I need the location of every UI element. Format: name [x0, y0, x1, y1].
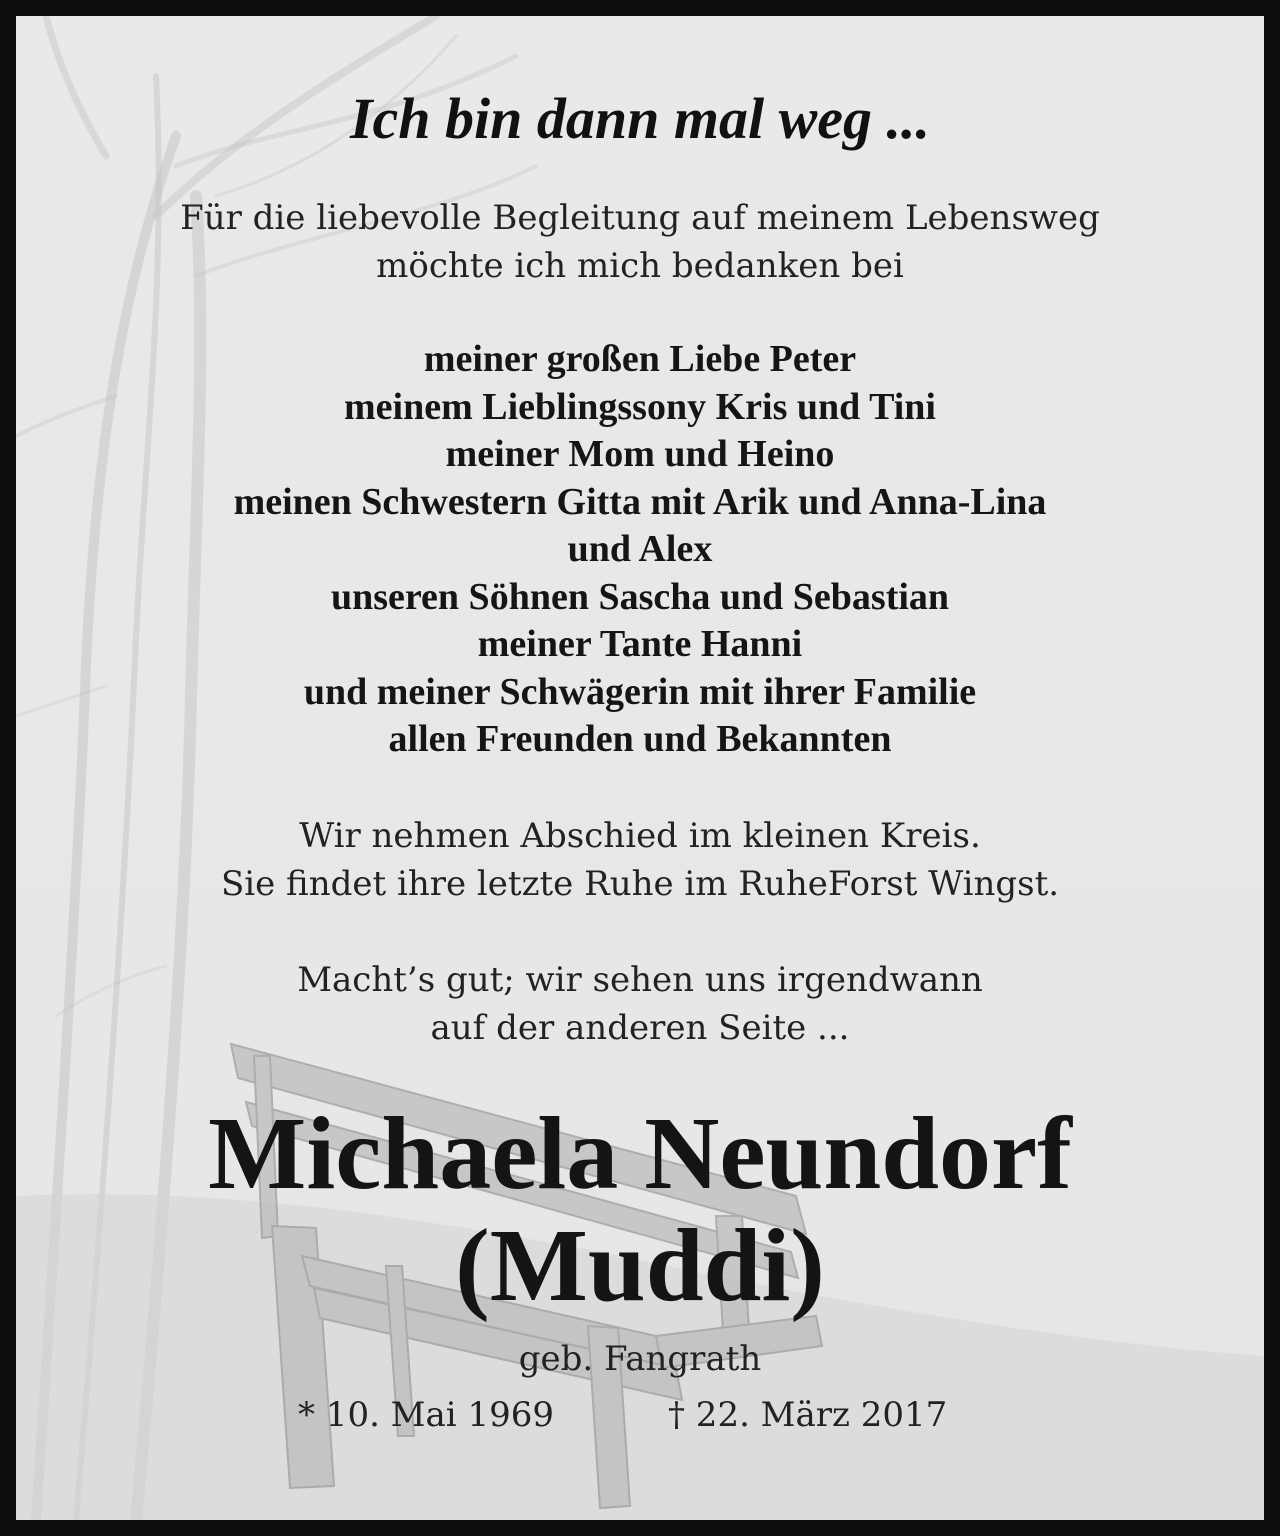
headline: Ich bin dann mal weg ... — [349, 86, 931, 151]
thanks-line: unseren Söhnen Sascha und Sebastian — [330, 575, 950, 618]
closing-text — [16, 956, 1264, 1052]
thanks-list — [16, 336, 1264, 764]
thanks-line: meinem Lieblingssony Kris und Tini — [344, 385, 936, 428]
thanks-line: allen Freunden und Bekannten — [388, 718, 892, 760]
thanks-line: und meiner Schwägerin mit ihrer Familie — [303, 670, 977, 713]
intro-text — [16, 194, 1264, 290]
thanks-line: meinen Schwestern Gitta mit Arik und Anna-Lina — [233, 480, 1047, 523]
notice-text — [16, 16, 1264, 1520]
birth-date: * 10. Mai 1969 — [298, 1395, 554, 1435]
farewell-text — [16, 812, 1264, 908]
closing-line: Macht’s gut; wir sehen uns irgendwann — [297, 960, 983, 1000]
death-date: † 22. März 2017 — [668, 1395, 948, 1435]
deceased-name — [16, 1098, 1264, 1322]
maiden-name: geb. Fangrath — [518, 1339, 762, 1379]
thanks-line: meiner großen Liebe Peter — [423, 338, 857, 380]
thanks-line: meiner Mom und Heino — [445, 433, 835, 475]
intro-line: Für die liebevolle Begleitung auf meinem Lebensweg — [180, 198, 1100, 238]
closing-line: auf der anderen Seite ... — [430, 1008, 850, 1048]
thanks-line: und Alex — [567, 528, 713, 570]
thanks-line: meiner Tante Hanni — [477, 623, 803, 665]
deceased-nickname: (Muddi) — [455, 1208, 825, 1323]
intro-line: möchte ich mich bedanken bei — [376, 246, 904, 286]
farewell-line: Sie findet ihre letzte Ruhe im RuheForst Wingst. — [220, 864, 1060, 904]
deceased-full-name: Michaela Neundorf — [208, 1096, 1072, 1211]
farewell-line: Wir nehmen Abschied im kleinen Kreis. — [299, 816, 981, 856]
